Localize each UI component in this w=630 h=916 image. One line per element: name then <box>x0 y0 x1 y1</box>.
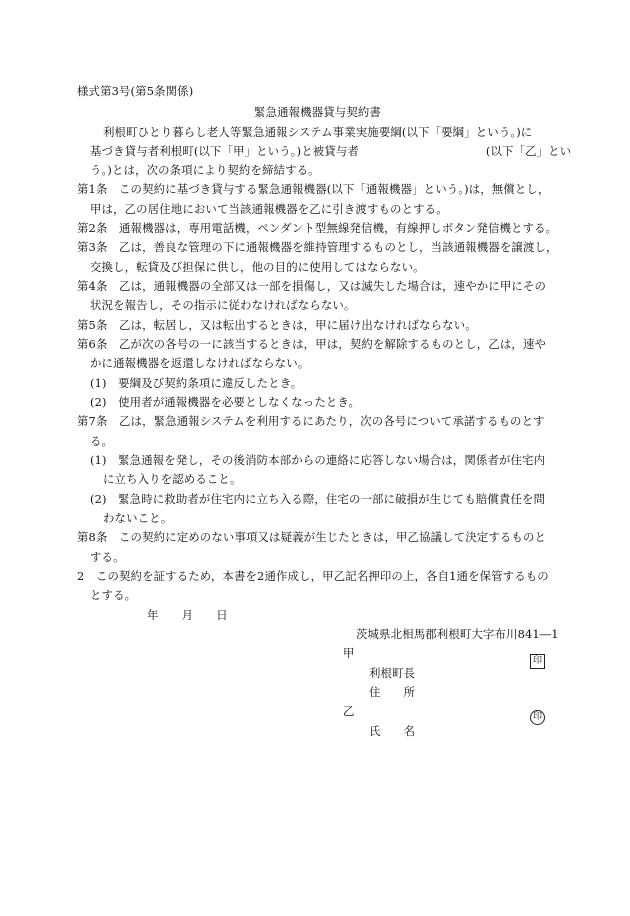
article-7-line-1: 第7条 乙は，緊急通報システムを利用するにあたり，次の各号について承諾するものとす <box>77 414 545 428</box>
party-a-signer: 利根町長 <box>369 666 416 680</box>
party-a-label: 甲 <box>343 646 355 660</box>
article-6-line-2: かに通報機器を返還しなければならない。 <box>90 356 310 370</box>
document-title: 緊急通報機器貸与契約書 <box>254 105 381 119</box>
article-8-line-2: する。 <box>90 550 125 564</box>
article-2: 第2条 通報機器は，専用電話機，ペンダント型無線発信機，有線押しボタン発信機とする。 <box>77 221 558 235</box>
article-3-line-1: 第3条 乙は，善良な管理の下に通報機器を維持管理するものとし，当該通報機器を譲渡し， <box>77 240 558 254</box>
article-7-item-2-line-2: わないこと。 <box>103 511 173 525</box>
form-number: 様式第3号(第5条関係) <box>77 84 194 98</box>
seal-mark-a: 印 <box>530 654 545 669</box>
clause-2-line-2: とする。 <box>90 588 137 602</box>
article-6-item-1: (1) 要綱及び契約条項に違反したとき。 <box>90 376 303 390</box>
party-b-name-label: 氏 名 <box>369 724 416 738</box>
preamble-line-1: 利根町ひとり暮らし老人等緊急通報システム事業実施要綱(以下「要綱」という。)に <box>103 125 533 139</box>
clause-2-line-1: 2 この契約を証するため，本書を2通作成し，甲乙記名押印の上，各自1通を保管するもの <box>77 569 549 583</box>
seal-mark-b: 印 <box>530 710 545 725</box>
address-line: 茨城県北相馬郡利根町大字布川841―1 <box>356 627 559 641</box>
article-7-line-2: る。 <box>90 434 114 448</box>
party-b-label: 乙 <box>343 704 355 718</box>
article-4-line-1: 第4条 乙は，通報機器の全部又は一部を損傷し，又は滅失した場合は，速やかに甲にその <box>77 279 547 293</box>
article-8-line-1: 第8条 この契約に定めのない事項又は疑義が生じたときは，甲乙協議して決定するものと <box>77 530 547 544</box>
article-1-line-1: 第1条 この契約に基づき貸与する緊急通報機器(以下「通報機器」という。)は，無償とし， <box>77 182 550 196</box>
article-7-item-1-line-1: (1) 緊急通報を発し，その後消防本部からの連絡に応答しない場合は，関係者が住宅内 <box>90 453 546 467</box>
preamble-line-2: 基づき貸与者利根町(以下「甲」という。)と被貸与者 (以下「乙」とい <box>90 144 572 158</box>
party-b-address-label: 住 所 <box>369 685 416 699</box>
preamble-line-3: う。)とは，次の条項により契約を締結する。 <box>90 163 320 177</box>
date-line: 年 月 日 <box>147 608 228 622</box>
article-4-line-2: 状況を報告し，その指示に従わなければならない。 <box>90 298 356 312</box>
article-7-item-2-line-1: (2) 緊急時に救助者が住宅内に立ち入る際，住宅の一部に破損が生じても賠償責任を問 <box>90 492 546 506</box>
article-6-item-2: (2) 使用者が通報機器を必要としなくなったとき。 <box>90 395 361 409</box>
article-1-line-2: 甲は，乙の居住地において当該通報機器を乙に引き渡すものとする。 <box>90 202 448 216</box>
article-3-line-2: 交換し，転貸及び担保に供し，他の目的に使用してはならない。 <box>90 260 425 274</box>
article-5: 第5条 乙は，転居し，又は転出するときは，甲に届け出なければならない。 <box>77 318 477 332</box>
article-6-line-1: 第6条 乙が次の各号の一に該当するときは，甲は，契約を解除するものとし，乙は，速や <box>77 337 547 351</box>
article-7-item-1-line-2: に立ち入りを認めること。 <box>103 472 242 486</box>
